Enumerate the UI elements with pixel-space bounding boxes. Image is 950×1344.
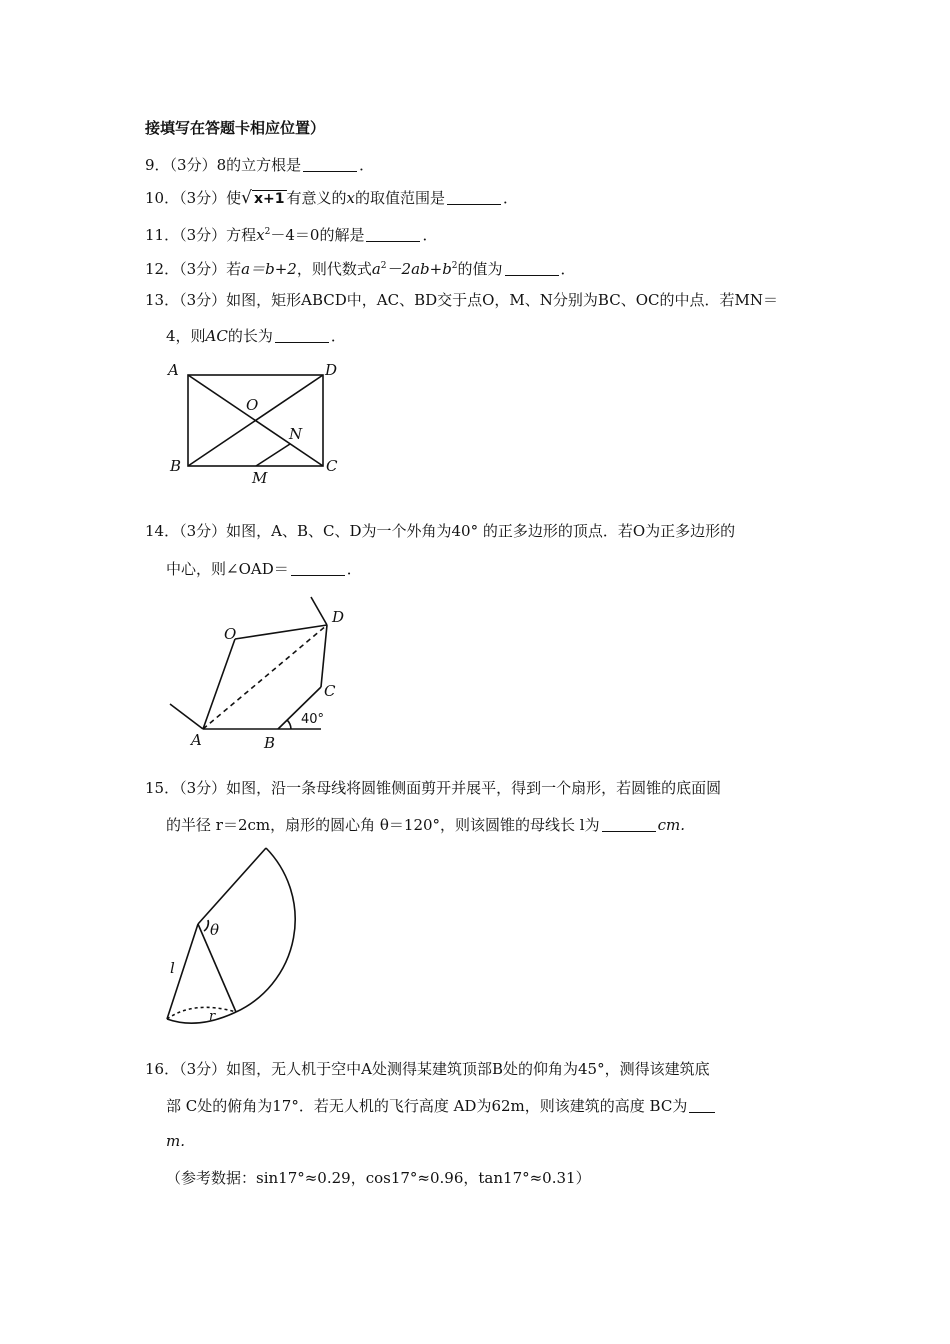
question-13-line2: 4，则AC的长为 ． [166,327,346,345]
label-o: O [246,396,259,414]
question-10: 10．（3分）使√ x+1 有意义的x的取值范围是 ． [145,188,519,208]
reference-data: （参考数据：sin17°≈0.29，cos17°≈0.96，tan17°≈0.31） [166,1169,591,1187]
label-theta: θ [210,921,220,939]
answer-blank[interactable] [275,328,329,343]
question-9: 9．（3分）8的立方根是 ． [145,156,375,174]
label-a: A [168,361,179,379]
question-16-line1: 16．（3分）如图，无人机于空中A处测得某建筑顶部B处的仰角为45°，测得该建筑底 [145,1060,710,1078]
label-d: D [332,608,345,626]
question-16-line3: m. [166,1132,185,1150]
answer-blank[interactable] [689,1098,715,1113]
question-13-line1: 13．（3分）如图，矩形ABCD中，AC、BD交于点O，M、N分别为BC、OC的中点．若MN＝ [145,291,778,309]
cone-figure [160,842,370,1042]
label-d: D [325,361,338,379]
answer-blank[interactable] [303,157,357,172]
theta-arc [204,920,208,931]
answer-blank[interactable] [602,817,656,832]
question-15-line1: 15．（3分）如图，沿一条母线将圆锥侧面剪开并展平，得到一个扇形，若圆锥的底面圆 [145,779,722,797]
sector-radius-top [198,848,266,924]
label-n: N [289,425,303,443]
question-14-line1: 14．（3分）如图，A、B、C、D为一个外角为40° 的正多边形的顶点．若O为正多边形的 [145,522,736,540]
label-b: B [264,734,276,752]
answer-blank[interactable] [447,190,501,205]
rectangle-figure [160,358,350,488]
answer-blank[interactable] [291,561,345,576]
label-r: r [209,1009,216,1024]
question-14-line2: 中心，则∠OAD＝ ． [166,560,362,578]
section-header: 接填写在答题卡相应位置） [145,119,326,137]
cone-base-front [167,1012,236,1023]
question-16-line2: 部 C处的俯角为17°．若无人机的飞行高度 AD为62m，则该建筑的高度 BC为 [166,1096,717,1116]
sqrt-icon: √ [241,188,252,208]
label-a: A [191,731,202,749]
label-c: C [326,457,338,475]
label-m: M [252,469,268,487]
question-15-line2: 的半径 r＝2cm，扇形的圆心角 θ＝120°，则该圆锥的母线长 l为 cm. [166,816,686,834]
question-12: 12．（3分）若a＝b+2，则代数式$a^2-2ab+b^2$的值为 ． [145,260,576,278]
ext-line-d [311,597,327,625]
answer-blank[interactable] [505,261,559,276]
label-c: C [324,682,336,700]
question-11: 11．（3分）方程$x^2-4=0$的解是 ． [145,226,438,244]
answer-blank[interactable] [366,227,420,242]
label-o: O [224,625,237,643]
segment-od [235,625,327,639]
ext-line-a [170,704,203,729]
label-b: B [170,457,182,475]
label-l: l [170,959,175,977]
angle-arc [287,720,291,729]
segment-dc [321,625,327,687]
segment-mn [256,444,290,466]
label-angle: 40° [301,712,325,727]
polygon-figure [160,592,360,752]
